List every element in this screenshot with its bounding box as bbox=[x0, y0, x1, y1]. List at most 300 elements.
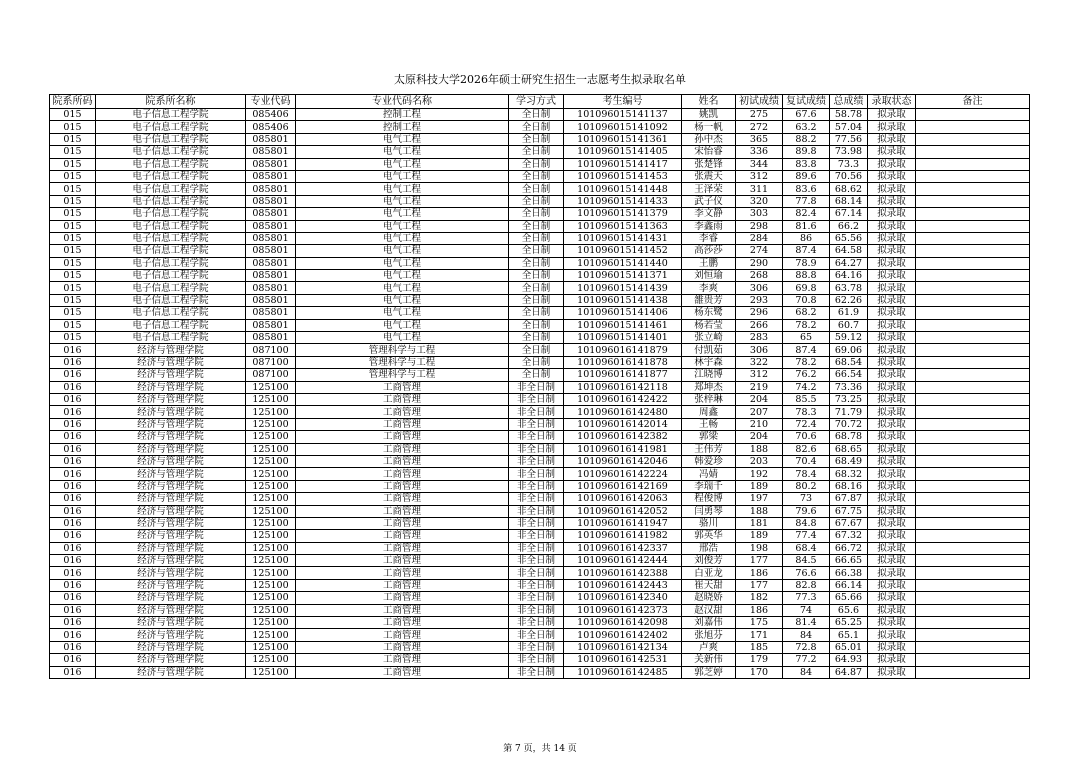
cell-total-score: 73.25 bbox=[830, 393, 868, 405]
cell-exam-id: 101096015141461 bbox=[564, 319, 682, 331]
cell-name: 张梓琳 bbox=[682, 393, 736, 405]
cell-total-score: 62.26 bbox=[830, 294, 868, 306]
cell-name: 李鑫雨 bbox=[682, 220, 736, 232]
cell-name: 王鹏 bbox=[682, 257, 736, 269]
cell-status: 拟录取 bbox=[868, 431, 916, 443]
cell-status: 拟录取 bbox=[868, 567, 916, 579]
cell-name: 冯婧 bbox=[682, 468, 736, 480]
table-row bbox=[50, 443, 1030, 455]
cell-study-mode: 全日制 bbox=[509, 319, 564, 331]
cell-total-score: 66.65 bbox=[830, 555, 868, 567]
cell-name: 郭英华 bbox=[682, 530, 736, 542]
cell-initial-score: 204 bbox=[736, 431, 783, 443]
cell-name: 付凯茹 bbox=[682, 344, 736, 356]
cell-name: 王畅 bbox=[682, 418, 736, 430]
table-row bbox=[50, 381, 1030, 393]
cell-status: 拟录取 bbox=[868, 195, 916, 207]
table-row bbox=[50, 505, 1030, 517]
cell-major-name: 工商管理 bbox=[296, 381, 509, 393]
cell-status: 拟录取 bbox=[868, 505, 916, 517]
cell-study-mode: 全日制 bbox=[509, 294, 564, 306]
cell-retest-score: 72.8 bbox=[783, 641, 830, 653]
cell-major-code: 085801 bbox=[246, 146, 296, 158]
cell-exam-id: 101096016142480 bbox=[564, 406, 682, 418]
cell-status: 拟录取 bbox=[868, 393, 916, 405]
cell-retest-score: 83.6 bbox=[783, 183, 830, 195]
cell-retest-score: 65 bbox=[783, 332, 830, 344]
cell-exam-id: 101096016141878 bbox=[564, 356, 682, 368]
cell-exam-id: 101096015141405 bbox=[564, 146, 682, 158]
cell-exam-id: 101096015141448 bbox=[564, 183, 682, 195]
cell-study-mode: 非全日制 bbox=[509, 493, 564, 505]
cell-retest-score: 70.6 bbox=[783, 431, 830, 443]
table-header-row bbox=[50, 95, 1030, 109]
cell-major-name: 工商管理 bbox=[296, 617, 509, 629]
cell-dept-code: 015 bbox=[50, 195, 96, 207]
cell-dept-code: 016 bbox=[50, 592, 96, 604]
cell-major-name: 工商管理 bbox=[296, 505, 509, 517]
cell-status: 拟录取 bbox=[868, 468, 916, 480]
cell-status: 拟录取 bbox=[868, 344, 916, 356]
cell-total-score: 65.56 bbox=[830, 232, 868, 244]
cell-status: 拟录取 bbox=[868, 294, 916, 306]
cell-study-mode: 全日制 bbox=[509, 220, 564, 232]
cell-total-score: 58.78 bbox=[830, 109, 868, 121]
cell-retest-score: 78.2 bbox=[783, 319, 830, 331]
cell-dept-name: 电子信息工程学院 bbox=[96, 282, 246, 294]
cell-dept-code: 015 bbox=[50, 332, 96, 344]
cell-study-mode: 非全日制 bbox=[509, 468, 564, 480]
cell-major-code: 125100 bbox=[246, 393, 296, 405]
cell-status: 拟录取 bbox=[868, 641, 916, 653]
cell-name: 李爽 bbox=[682, 282, 736, 294]
cell-retest-score: 68.4 bbox=[783, 542, 830, 554]
cell-dept-code: 015 bbox=[50, 294, 96, 306]
cell-exam-id: 101096016142485 bbox=[564, 666, 682, 678]
table-row bbox=[50, 592, 1030, 604]
cell-major-name: 电气工程 bbox=[296, 319, 509, 331]
cell-initial-score: 204 bbox=[736, 393, 783, 405]
cell-major-name: 电气工程 bbox=[296, 232, 509, 244]
cell-name: 闫勇琴 bbox=[682, 505, 736, 517]
cell-total-score: 60.7 bbox=[830, 319, 868, 331]
cell-exam-id: 101096016142444 bbox=[564, 555, 682, 567]
cell-remarks bbox=[916, 431, 1030, 443]
cell-major-code: 125100 bbox=[246, 418, 296, 430]
cell-name: 李瑞千 bbox=[682, 480, 736, 492]
cell-dept-name: 经济与管理学院 bbox=[96, 431, 246, 443]
cell-status: 拟录取 bbox=[868, 183, 916, 195]
cell-exam-id: 101096015141092 bbox=[564, 121, 682, 133]
table-row bbox=[50, 555, 1030, 567]
cell-major-code: 087100 bbox=[246, 344, 296, 356]
cell-initial-score: 203 bbox=[736, 455, 783, 467]
table-row bbox=[50, 517, 1030, 529]
cell-initial-score: 179 bbox=[736, 654, 783, 666]
cell-retest-score: 80.2 bbox=[783, 480, 830, 492]
cell-dept-name: 经济与管理学院 bbox=[96, 666, 246, 678]
cell-retest-score: 84.8 bbox=[783, 517, 830, 529]
table-row bbox=[50, 356, 1030, 368]
cell-exam-id: 101096016141877 bbox=[564, 369, 682, 381]
cell-dept-code: 016 bbox=[50, 418, 96, 430]
cell-dept-code: 016 bbox=[50, 468, 96, 480]
cell-major-name: 电气工程 bbox=[296, 270, 509, 282]
cell-name: 韩爱珍 bbox=[682, 455, 736, 467]
cell-total-score: 68.54 bbox=[830, 356, 868, 368]
cell-dept-name: 经济与管理学院 bbox=[96, 555, 246, 567]
cell-total-score: 68.62 bbox=[830, 183, 868, 195]
cell-remarks bbox=[916, 493, 1030, 505]
cell-major-code: 085801 bbox=[246, 158, 296, 170]
cell-major-name: 管理科学与工程 bbox=[296, 356, 509, 368]
cell-total-score: 67.75 bbox=[830, 505, 868, 517]
cell-status: 拟录取 bbox=[868, 133, 916, 145]
cell-status: 拟录取 bbox=[868, 208, 916, 220]
cell-dept-code: 015 bbox=[50, 245, 96, 257]
table-row bbox=[50, 369, 1030, 381]
table-row bbox=[50, 133, 1030, 145]
cell-dept-name: 电子信息工程学院 bbox=[96, 245, 246, 257]
cell-initial-score: 219 bbox=[736, 381, 783, 393]
cell-dept-code: 015 bbox=[50, 270, 96, 282]
cell-status: 拟录取 bbox=[868, 517, 916, 529]
cell-major-code: 085801 bbox=[246, 245, 296, 257]
cell-total-score: 67.14 bbox=[830, 208, 868, 220]
cell-dept-name: 经济与管理学院 bbox=[96, 505, 246, 517]
cell-study-mode: 全日制 bbox=[509, 146, 564, 158]
cell-study-mode: 全日制 bbox=[509, 332, 564, 344]
cell-study-mode: 全日制 bbox=[509, 133, 564, 145]
cell-status: 拟录取 bbox=[868, 480, 916, 492]
cell-exam-id: 101096016142063 bbox=[564, 493, 682, 505]
cell-initial-score: 188 bbox=[736, 505, 783, 517]
cell-remarks bbox=[916, 517, 1030, 529]
cell-major-code: 125100 bbox=[246, 505, 296, 517]
cell-study-mode: 全日制 bbox=[509, 109, 564, 121]
cell-dept-code: 016 bbox=[50, 641, 96, 653]
cell-major-name: 工商管理 bbox=[296, 480, 509, 492]
cell-dept-code: 015 bbox=[50, 158, 96, 170]
cell-initial-score: 207 bbox=[736, 406, 783, 418]
cell-total-score: 64.16 bbox=[830, 270, 868, 282]
cell-dept-code: 016 bbox=[50, 431, 96, 443]
cell-remarks bbox=[916, 170, 1030, 182]
cell-retest-score: 70.8 bbox=[783, 294, 830, 306]
cell-dept-name: 电子信息工程学院 bbox=[96, 195, 246, 207]
cell-major-name: 工商管理 bbox=[296, 579, 509, 591]
cell-remarks bbox=[916, 443, 1030, 455]
cell-name: 程俊博 bbox=[682, 493, 736, 505]
cell-total-score: 65.01 bbox=[830, 641, 868, 653]
cell-study-mode: 非全日制 bbox=[509, 431, 564, 443]
cell-study-mode: 全日制 bbox=[509, 356, 564, 368]
cell-status: 拟录取 bbox=[868, 319, 916, 331]
cell-major-name: 工商管理 bbox=[296, 555, 509, 567]
cell-initial-score: 170 bbox=[736, 666, 783, 678]
cell-dept-name: 经济与管理学院 bbox=[96, 654, 246, 666]
cell-remarks bbox=[916, 592, 1030, 604]
cell-name: 崔天甜 bbox=[682, 579, 736, 591]
cell-major-name: 电气工程 bbox=[296, 170, 509, 182]
cell-remarks bbox=[916, 480, 1030, 492]
header-study-mode: 学习方式 bbox=[509, 95, 564, 109]
cell-dept-code: 016 bbox=[50, 344, 96, 356]
cell-status: 拟录取 bbox=[868, 158, 916, 170]
cell-exam-id: 101096016142169 bbox=[564, 480, 682, 492]
cell-retest-score: 81.6 bbox=[783, 220, 830, 232]
cell-major-code: 125100 bbox=[246, 542, 296, 554]
cell-remarks bbox=[916, 257, 1030, 269]
cell-status: 拟录取 bbox=[868, 307, 916, 319]
cell-major-code: 085801 bbox=[246, 282, 296, 294]
cell-remarks bbox=[916, 208, 1030, 220]
table-row bbox=[50, 195, 1030, 207]
cell-name: 张楚锋 bbox=[682, 158, 736, 170]
cell-major-code: 085801 bbox=[246, 170, 296, 182]
cell-remarks bbox=[916, 220, 1030, 232]
cell-major-code: 125100 bbox=[246, 654, 296, 666]
table-row bbox=[50, 431, 1030, 443]
cell-initial-score: 198 bbox=[736, 542, 783, 554]
cell-initial-score: 284 bbox=[736, 232, 783, 244]
cell-major-code: 085801 bbox=[246, 270, 296, 282]
cell-name: 刘俊芳 bbox=[682, 555, 736, 567]
cell-total-score: 73.3 bbox=[830, 158, 868, 170]
cell-major-name: 控制工程 bbox=[296, 121, 509, 133]
cell-initial-score: 272 bbox=[736, 121, 783, 133]
cell-initial-score: 275 bbox=[736, 109, 783, 121]
cell-initial-score: 293 bbox=[736, 294, 783, 306]
cell-major-name: 电气工程 bbox=[296, 158, 509, 170]
cell-major-name: 工商管理 bbox=[296, 418, 509, 430]
cell-initial-score: 311 bbox=[736, 183, 783, 195]
cell-initial-score: 177 bbox=[736, 579, 783, 591]
cell-remarks bbox=[916, 344, 1030, 356]
cell-status: 拟录取 bbox=[868, 356, 916, 368]
table-row bbox=[50, 294, 1030, 306]
cell-major-code: 085801 bbox=[246, 332, 296, 344]
cell-exam-id: 101096016141982 bbox=[564, 530, 682, 542]
cell-dept-name: 经济与管理学院 bbox=[96, 468, 246, 480]
table-row bbox=[50, 418, 1030, 430]
cell-remarks bbox=[916, 468, 1030, 480]
cell-exam-id: 101096015141433 bbox=[564, 195, 682, 207]
cell-status: 拟录取 bbox=[868, 220, 916, 232]
cell-name: 刘嘉伟 bbox=[682, 617, 736, 629]
cell-retest-score: 77.8 bbox=[783, 195, 830, 207]
cell-major-code: 125100 bbox=[246, 493, 296, 505]
cell-major-code: 125100 bbox=[246, 592, 296, 604]
cell-dept-name: 电子信息工程学院 bbox=[96, 208, 246, 220]
cell-remarks bbox=[916, 121, 1030, 133]
table-row bbox=[50, 567, 1030, 579]
cell-major-name: 工商管理 bbox=[296, 393, 509, 405]
cell-remarks bbox=[916, 641, 1030, 653]
cell-major-name: 电气工程 bbox=[296, 220, 509, 232]
cell-initial-score: 171 bbox=[736, 629, 783, 641]
cell-dept-name: 经济与管理学院 bbox=[96, 530, 246, 542]
cell-total-score: 70.72 bbox=[830, 418, 868, 430]
cell-total-score: 65.1 bbox=[830, 629, 868, 641]
cell-exam-id: 101096015141453 bbox=[564, 170, 682, 182]
cell-dept-code: 016 bbox=[50, 517, 96, 529]
cell-name: 赵汉甜 bbox=[682, 604, 736, 616]
cell-dept-code: 016 bbox=[50, 493, 96, 505]
table-row bbox=[50, 393, 1030, 405]
cell-exam-id: 101096016142134 bbox=[564, 641, 682, 653]
cell-total-score: 64.58 bbox=[830, 245, 868, 257]
cell-retest-score: 89.8 bbox=[783, 146, 830, 158]
cell-dept-name: 经济与管理学院 bbox=[96, 381, 246, 393]
cell-total-score: 67.32 bbox=[830, 530, 868, 542]
cell-dept-name: 电子信息工程学院 bbox=[96, 146, 246, 158]
cell-name: 杨一帆 bbox=[682, 121, 736, 133]
cell-total-score: 71.79 bbox=[830, 406, 868, 418]
table-row bbox=[50, 270, 1030, 282]
cell-dept-code: 016 bbox=[50, 654, 96, 666]
cell-dept-code: 016 bbox=[50, 617, 96, 629]
cell-retest-score: 77.4 bbox=[783, 530, 830, 542]
cell-study-mode: 非全日制 bbox=[509, 443, 564, 455]
cell-remarks bbox=[916, 183, 1030, 195]
cell-name: 赵晓娇 bbox=[682, 592, 736, 604]
cell-initial-score: 266 bbox=[736, 319, 783, 331]
cell-total-score: 67.67 bbox=[830, 517, 868, 529]
cell-remarks bbox=[916, 654, 1030, 666]
cell-name: 王泽荣 bbox=[682, 183, 736, 195]
cell-dept-code: 015 bbox=[50, 220, 96, 232]
cell-remarks bbox=[916, 406, 1030, 418]
cell-dept-name: 电子信息工程学院 bbox=[96, 121, 246, 133]
cell-study-mode: 全日制 bbox=[509, 232, 564, 244]
cell-dept-code: 016 bbox=[50, 406, 96, 418]
cell-dept-name: 电子信息工程学院 bbox=[96, 319, 246, 331]
cell-exam-id: 101096015141438 bbox=[564, 294, 682, 306]
cell-major-name: 电气工程 bbox=[296, 146, 509, 158]
cell-exam-id: 101096016142337 bbox=[564, 542, 682, 554]
cell-major-name: 工商管理 bbox=[296, 406, 509, 418]
cell-major-code: 125100 bbox=[246, 629, 296, 641]
table-row bbox=[50, 332, 1030, 344]
cell-major-name: 电气工程 bbox=[296, 133, 509, 145]
header-retest-score: 复试成绩 bbox=[783, 95, 830, 109]
cell-retest-score: 82.4 bbox=[783, 208, 830, 220]
cell-total-score: 68.14 bbox=[830, 195, 868, 207]
cell-remarks bbox=[916, 555, 1030, 567]
cell-dept-code: 016 bbox=[50, 530, 96, 542]
cell-remarks bbox=[916, 282, 1030, 294]
cell-status: 拟录取 bbox=[868, 579, 916, 591]
cell-total-score: 66.14 bbox=[830, 579, 868, 591]
cell-remarks bbox=[916, 307, 1030, 319]
cell-exam-id: 101096015141361 bbox=[564, 133, 682, 145]
cell-exam-id: 101096015141431 bbox=[564, 232, 682, 244]
cell-remarks bbox=[916, 666, 1030, 678]
cell-retest-score: 78.3 bbox=[783, 406, 830, 418]
cell-initial-score: 185 bbox=[736, 641, 783, 653]
cell-study-mode: 非全日制 bbox=[509, 542, 564, 554]
cell-initial-score: 186 bbox=[736, 567, 783, 579]
cell-exam-id: 101096016142098 bbox=[564, 617, 682, 629]
cell-status: 拟录取 bbox=[868, 282, 916, 294]
cell-name: 张震天 bbox=[682, 170, 736, 182]
cell-exam-id: 101096016142388 bbox=[564, 567, 682, 579]
table-row bbox=[50, 220, 1030, 232]
cell-study-mode: 非全日制 bbox=[509, 505, 564, 517]
cell-study-mode: 非全日制 bbox=[509, 579, 564, 591]
cell-major-code: 125100 bbox=[246, 480, 296, 492]
cell-initial-score: 186 bbox=[736, 604, 783, 616]
cell-major-name: 工商管理 bbox=[296, 604, 509, 616]
cell-major-code: 085801 bbox=[246, 294, 296, 306]
cell-dept-name: 电子信息工程学院 bbox=[96, 158, 246, 170]
cell-dept-code: 015 bbox=[50, 307, 96, 319]
cell-remarks bbox=[916, 158, 1030, 170]
cell-study-mode: 全日制 bbox=[509, 121, 564, 133]
table-row bbox=[50, 480, 1030, 492]
table-row bbox=[50, 406, 1030, 418]
cell-major-name: 电气工程 bbox=[296, 332, 509, 344]
cell-study-mode: 全日制 bbox=[509, 183, 564, 195]
table-row bbox=[50, 493, 1030, 505]
cell-major-name: 工商管理 bbox=[296, 455, 509, 467]
cell-dept-code: 016 bbox=[50, 356, 96, 368]
cell-exam-id: 101096016142118 bbox=[564, 381, 682, 393]
cell-initial-score: 320 bbox=[736, 195, 783, 207]
cell-major-name: 工商管理 bbox=[296, 542, 509, 554]
header-exam-id: 考生编号 bbox=[564, 95, 682, 109]
cell-name: 关新伟 bbox=[682, 654, 736, 666]
cell-major-code: 087100 bbox=[246, 356, 296, 368]
cell-study-mode: 全日制 bbox=[509, 245, 564, 257]
table-row bbox=[50, 542, 1030, 554]
cell-dept-name: 电子信息工程学院 bbox=[96, 183, 246, 195]
cell-total-score: 67.87 bbox=[830, 493, 868, 505]
cell-retest-score: 70.4 bbox=[783, 455, 830, 467]
table-row bbox=[50, 282, 1030, 294]
cell-study-mode: 非全日制 bbox=[509, 617, 564, 629]
cell-study-mode: 全日制 bbox=[509, 257, 564, 269]
cell-dept-code: 015 bbox=[50, 121, 96, 133]
cell-dept-code: 016 bbox=[50, 567, 96, 579]
cell-major-code: 125100 bbox=[246, 455, 296, 467]
cell-retest-score: 76.6 bbox=[783, 567, 830, 579]
cell-dept-name: 经济与管理学院 bbox=[96, 641, 246, 653]
cell-study-mode: 全日制 bbox=[509, 170, 564, 182]
cell-dept-name: 经济与管理学院 bbox=[96, 567, 246, 579]
cell-name: 刘恒瑜 bbox=[682, 270, 736, 282]
cell-study-mode: 全日制 bbox=[509, 344, 564, 356]
cell-exam-id: 101096015141440 bbox=[564, 257, 682, 269]
cell-dept-code: 016 bbox=[50, 505, 96, 517]
cell-name: 郭芝婷 bbox=[682, 666, 736, 678]
cell-exam-id: 101096015141137 bbox=[564, 109, 682, 121]
cell-retest-score: 88.2 bbox=[783, 133, 830, 145]
cell-study-mode: 非全日制 bbox=[509, 418, 564, 430]
cell-remarks bbox=[916, 232, 1030, 244]
document-title: 太原科技大学2026年硕士研究生招生一志愿考生拟录取名单 bbox=[394, 73, 686, 86]
cell-major-code: 085406 bbox=[246, 121, 296, 133]
cell-dept-name: 经济与管理学院 bbox=[96, 393, 246, 405]
cell-name: 张立崎 bbox=[682, 332, 736, 344]
cell-major-name: 工商管理 bbox=[296, 493, 509, 505]
cell-name: 张旭芬 bbox=[682, 629, 736, 641]
cell-exam-id: 101096016142224 bbox=[564, 468, 682, 480]
cell-major-code: 125100 bbox=[246, 666, 296, 678]
cell-total-score: 59.12 bbox=[830, 332, 868, 344]
cell-major-name: 工商管理 bbox=[296, 530, 509, 542]
